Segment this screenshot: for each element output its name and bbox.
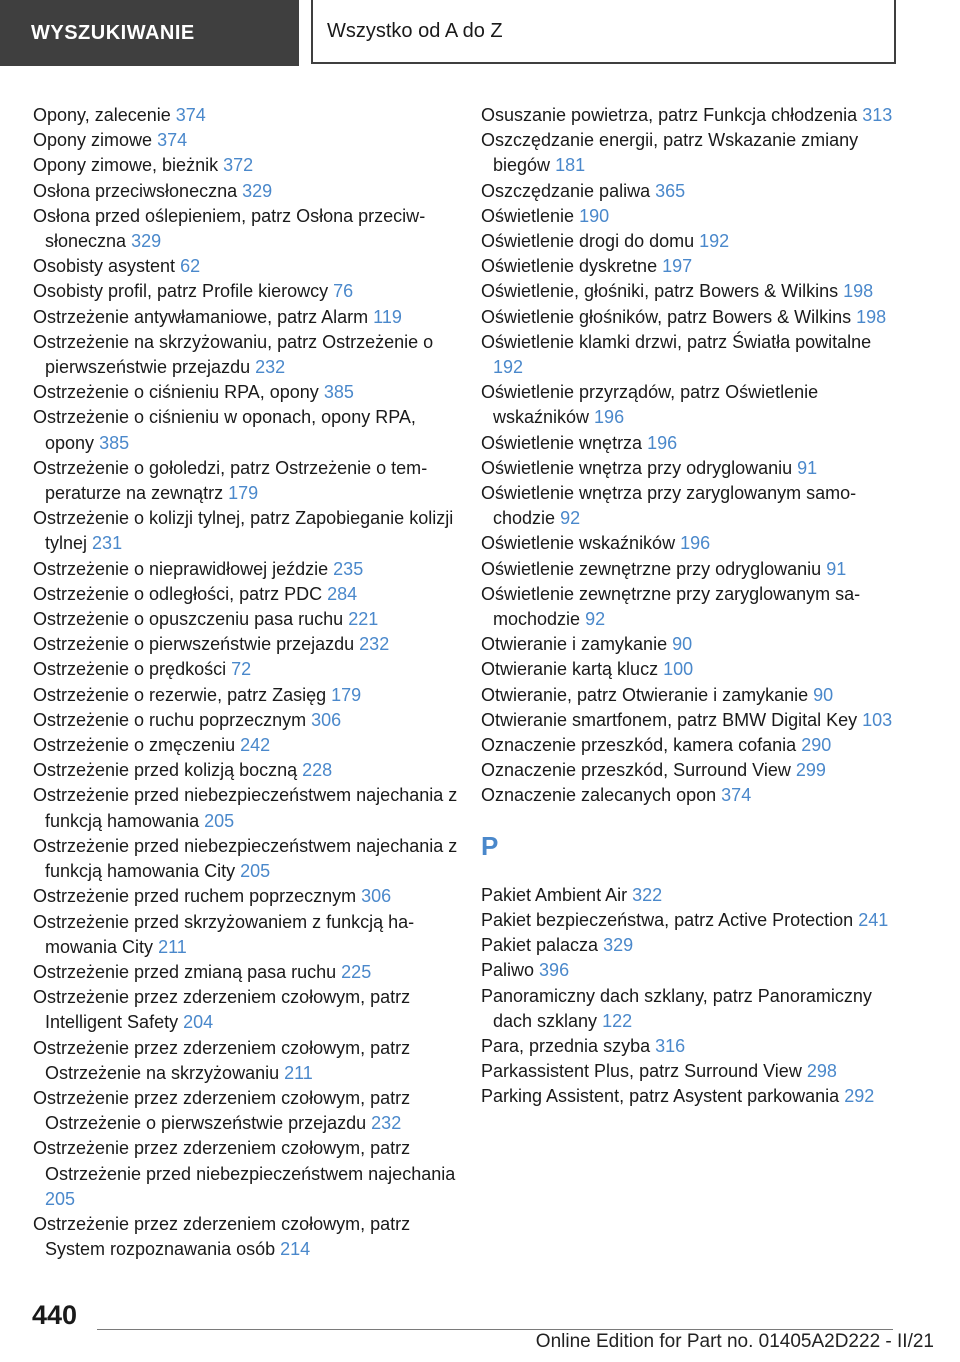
entry-term: Oświetlenie wnętrza [481,432,643,453]
entry-term: Oznaczenie przeszkód, kamera cofania [481,735,797,756]
entry-page-link[interactable]: 196 [647,432,678,453]
index-entry [33,607,463,632]
index-entry [33,153,463,178]
index-entry [33,1136,463,1212]
entry-page-link[interactable]: 231 [92,533,123,554]
entry-page-link[interactable]: 211 [284,1062,313,1083]
index-letter-heading: P [481,830,499,861]
index-entry [33,683,463,708]
entry-term: Oświetlenie [481,205,575,226]
entry-page-link[interactable]: 90 [813,684,834,705]
entry-page-link[interactable]: 100 [663,659,694,680]
entry-page-link[interactable]: 205 [240,861,271,882]
entry-page-link[interactable]: 232 [359,634,390,655]
entry-term: Ostrzeżenie przez zderzeniem czołowym, patrz Ostrzeżenie na skrzyżowaniu [33,1037,411,1083]
entry-page-link[interactable]: 198 [856,306,887,327]
index-entry [33,834,463,884]
entry-page-link[interactable]: 181 [555,155,586,176]
index-entry [481,708,901,733]
entry-page-link[interactable]: 196 [594,407,625,428]
entry-term: Ostrzeżenie przez zderzeniem czołowym, patrz Ostrzeżenie o pierwszeństwie przejazdu [33,1087,411,1134]
index-entry [33,279,463,304]
entry-page-link[interactable]: 198 [843,281,874,302]
entry-term: Paliwo [481,960,535,981]
entry-term: Oświetlenie wnętrza przy odryglowaniu [481,457,793,478]
entry-page-link[interactable]: 190 [579,205,610,226]
entry-term: Ostrzeżenie o rezerwie, patrz Zasięg [33,684,327,705]
entry-page-link[interactable]: 290 [801,735,832,756]
entry-term: Ostrzeżenie o nieprawidłowej jeździe [33,558,329,579]
entry-term: Ostrzeżenie przez zderzeniem czołowym, patrz Intelligent Safety [33,987,411,1033]
index-entry [481,733,901,758]
entry-term: Oświetlenie drogi do domu [481,231,695,252]
index-entry [481,1034,901,1059]
entry-page-link[interactable]: 103 [862,709,893,730]
entry-page-link[interactable]: 197 [662,256,693,277]
index-entry [481,582,901,632]
entry-term: Oświetlenie zewnętrzne przy zaryglowanym samochodzie [481,583,861,630]
entry-term: Osłona przeciwsłoneczna [33,180,238,201]
index-entry [33,179,463,204]
entry-term: Ostrzeżenie o kolizji tylnej, patrz Zapobieganie kolizji tylnej [33,508,454,554]
entry-term: Oświetlenie głośników, patrz Bowers & Wilkins [481,306,852,327]
entry-page-link[interactable]: 385 [99,432,130,453]
entry-term: Ostrzeżenie o gołoledzi, patrz Ostrzeżenie o temperaturze na zewnątrz [33,457,428,504]
entry-term: Pakiet bezpieczeństwa, patrz Active Protection [481,909,854,930]
index-entry [33,910,463,960]
entry-page-link[interactable]: 225 [341,961,372,982]
entry-term: Parkassistent Plus, patrz Surround View [481,1061,802,1082]
footer-divider [97,1329,893,1330]
entry-page-link[interactable]: 232 [371,1113,402,1134]
entry-page-link[interactable]: 292 [844,1086,875,1107]
entry-term: Opony, zalecenie [33,105,171,125]
entry-term: Ostrzeżenie o ciśnieniu RPA, opony [33,382,319,403]
chapter-tab: Wszystko od A do Z [311,0,896,64]
index-entry [33,985,463,1035]
entry-page-link[interactable]: 205 [45,1188,76,1209]
entry-term: Ostrzeżenie przez zderzeniem czołowym, patrz System rozpoznawania osób [33,1213,411,1260]
entry-page-link[interactable]: 122 [602,1010,633,1031]
entry-page-link[interactable]: 241 [858,909,889,930]
index-entry [33,1212,463,1262]
entry-term: Osuszanie powietrza, patrz Funkcja chłodzenia [481,105,858,125]
index-entry [33,204,463,254]
entry-term: Oświetlenie przyrządów, patrz Oświetlenie wskaźników [481,382,819,428]
index-entry [481,254,901,279]
index-entry [33,128,463,153]
index-entry [481,958,901,983]
index-entry [481,481,901,531]
entry-term: Pakiet Ambient Air [481,884,628,905]
entry-page-link[interactable]: 214 [280,1239,311,1260]
index-entry [33,456,463,506]
index-entry [33,405,463,455]
index-entry [481,103,901,128]
entry-page-link[interactable]: 228 [302,760,333,781]
index-entry [33,783,463,833]
entry-term: Ostrzeżenie o ruchu poprzecznym [33,709,307,730]
entry-page-link[interactable]: 196 [680,533,711,554]
index-entry [33,960,463,985]
index-entry [33,1086,463,1136]
index-group-o [481,103,901,809]
entry-term: Ostrzeżenie przed zmianą pasa ruchu [33,961,337,982]
entry-page-link[interactable]: 365 [655,180,686,201]
entry-term: Oświetlenie wnętrza przy zaryglowanym samochodzie [481,483,857,529]
index-entry [33,657,463,682]
entry-page-link[interactable]: 299 [795,760,826,781]
entry-page-link[interactable]: 91 [826,558,847,579]
entry-page-link[interactable]: 119 [373,306,402,327]
index-entry [481,279,901,304]
entry-page-link[interactable]: 232 [255,357,286,378]
index-entry [33,506,463,556]
index-entry [481,456,901,481]
entry-term: Ostrzeżenie o zmęczeniu [33,735,236,756]
index-entry [481,758,901,783]
entry-page-link[interactable]: 91 [797,457,818,478]
entry-page-link[interactable]: 205 [204,810,235,831]
entry-term: Pakiet palacza [481,935,599,956]
entry-page-link[interactable]: 179 [331,684,362,705]
entry-page-link[interactable]: 284 [327,583,358,604]
index-entry [481,128,901,178]
entry-term: Para, przednia szyba [481,1035,651,1056]
entry-term: Ostrzeżenie antywłamaniowe, patrz Alarm [33,306,369,327]
index-entry [481,531,901,556]
entry-term: Panoramiczny dach szklany, patrz Panoramiczny dach szklany [481,985,872,1031]
entry-page-link[interactable]: 374 [175,105,206,125]
entry-page-link[interactable]: 329 [603,935,634,956]
entry-term: Ostrzeżenie przed kolizją boczną [33,760,298,781]
index-entry [33,380,463,405]
entry-page-link[interactable]: 90 [672,634,693,655]
entry-term: Oświetlenie zewnętrzne przy odryglowaniu [481,558,822,579]
index-entry [33,632,463,657]
entry-term: Osobisty asystent [33,256,176,277]
edition-note: Online Edition for Part no. 01405A2D222 - II/21 [535,1331,934,1352]
entry-term: Ostrzeżenie przez zderzeniem czołowym, patrz Ostrzeżenie przed niebezpieczeństwem najechania [33,1138,456,1184]
entry-page-link[interactable]: 242 [240,735,271,756]
index-entry [33,103,463,128]
entry-page-link[interactable]: 92 [585,609,606,630]
entry-term: Ostrzeżenie o ciśnieniu w oponach, opony RPA, opony [33,407,416,453]
entry-term: Oświetlenie dyskretne [481,256,658,277]
entry-term: Osłona przed oślepieniem, patrz Osłona przeciwsłoneczna [33,205,426,252]
index-column-left [33,103,463,1262]
entry-page-link[interactable]: 374 [721,785,752,806]
entry-term: Otwieranie smartfonem, patrz BMW Digital Key [481,709,858,730]
index-entry [481,933,901,958]
index-entry [481,305,901,330]
index-entry [481,984,901,1034]
entry-term: Ostrzeżenie przed niebezpieczeństwem najechania z funkcją hamowania [33,785,458,831]
entry-page-link[interactable]: 322 [632,884,663,905]
entry-term: Oświetlenie klamki drzwi, patrz Światła powitalne [481,331,872,352]
section-tab: WYSZUKIWANIE [0,0,299,66]
index-entry [481,179,901,204]
entry-term: Oznaczenie zalecanych opon [481,785,717,806]
index-entry [33,582,463,607]
index-entry [481,431,901,456]
index-entry [33,708,463,733]
entry-term: Otwieranie kartą klucz [481,659,659,680]
index-entry [481,204,901,229]
index-entry [481,229,901,254]
index-entry [481,908,901,933]
index-entry [481,683,901,708]
entry-term: Ostrzeżenie przed skrzyżowaniem z funkcją hamowania City [33,911,415,957]
index-column-right [481,103,901,1110]
index-entry [33,733,463,758]
entry-page-link[interactable]: 329 [131,231,162,252]
index-entry [33,254,463,279]
entry-term: Ostrzeżenie o pierwszeństwie przejazdu [33,634,355,655]
entry-page-link[interactable]: 372 [223,155,254,176]
entry-term: Otwieranie i zamykanie [481,634,668,655]
entry-page-link[interactable]: 306 [361,886,392,907]
entry-page-link[interactable]: 179 [228,483,259,504]
index-entry [481,783,901,808]
page-header [0,0,960,66]
entry-term: Opony zimowe, bieżnik [33,155,219,176]
index-entry [481,883,901,908]
index-entry [33,884,463,909]
entry-term: Ostrzeżenie o prędkości [33,659,227,680]
index-entry [481,1059,901,1084]
entry-page-link[interactable]: 211 [158,936,187,957]
entry-page-link[interactable]: 72 [231,659,252,680]
index-entry [33,1036,463,1086]
entry-term: Parking Assistent, patrz Asystent parkowania [481,1086,840,1107]
entry-term: Opony zimowe [33,130,153,151]
entry-term: Ostrzeżenie o opuszczeniu pasa ruchu [33,609,344,630]
entry-term: Ostrzeżenie na skrzyżowaniu, patrz Ostrzeżenie o pierwszeństwie przejazdu [33,331,434,378]
index-entry [33,330,463,380]
entry-term: Ostrzeżenie przed niebezpieczeństwem najechania z funkcją hamowania City [33,835,458,882]
entry-page-link[interactable]: 76 [333,281,354,302]
index-entry [481,330,901,380]
entry-page-link[interactable]: 385 [323,382,354,403]
index-entry [33,557,463,582]
index-entry [481,557,901,582]
entry-page-link[interactable]: 313 [862,105,893,125]
entry-term: Oświetlenie, głośniki, patrz Bowers & Wilkins [481,281,839,302]
index-entry [33,305,463,330]
entry-page-link[interactable]: 396 [539,960,570,981]
entry-term: Ostrzeżenie o odległości, patrz PDC [33,583,323,604]
entry-term: Oświetlenie wskaźników [481,533,676,554]
entry-term: Otwieranie, patrz Otwieranie i zamykanie [481,684,809,705]
index-entry [481,632,901,657]
entry-page-link[interactable]: 316 [655,1035,686,1056]
entry-page-link[interactable]: 192 [699,231,730,252]
entry-page-link[interactable]: 204 [183,1012,214,1033]
page-number: 440 [32,1300,78,1330]
index-entry [33,758,463,783]
index-entry [481,657,901,682]
index-entry [481,380,901,430]
entry-page-link[interactable]: 92 [560,508,581,529]
entry-term: Oszczędzanie paliwa [481,180,651,201]
index-group-p [481,883,901,1110]
entry-page-link[interactable]: 306 [311,709,342,730]
entry-term: Osobisty profil, patrz Profile kierowcy [33,281,329,302]
entry-term: Oszczędzanie energii, patrz Wskazanie zmiany biegów [481,130,859,176]
entry-page-link[interactable]: 298 [806,1061,837,1082]
entry-page-link[interactable]: 192 [493,357,524,378]
entry-term: Oznaczenie przeszkód, Surround View [481,760,791,781]
entry-page-link[interactable]: 374 [157,130,188,151]
entry-page-link[interactable]: 221 [348,609,379,630]
index-entry [481,1084,901,1109]
entry-term: Ostrzeżenie przed ruchem poprzecznym [33,886,357,907]
entry-page-link[interactable]: 235 [333,558,364,579]
entry-page-link[interactable]: 62 [180,256,201,277]
entry-page-link[interactable]: 329 [242,180,273,201]
